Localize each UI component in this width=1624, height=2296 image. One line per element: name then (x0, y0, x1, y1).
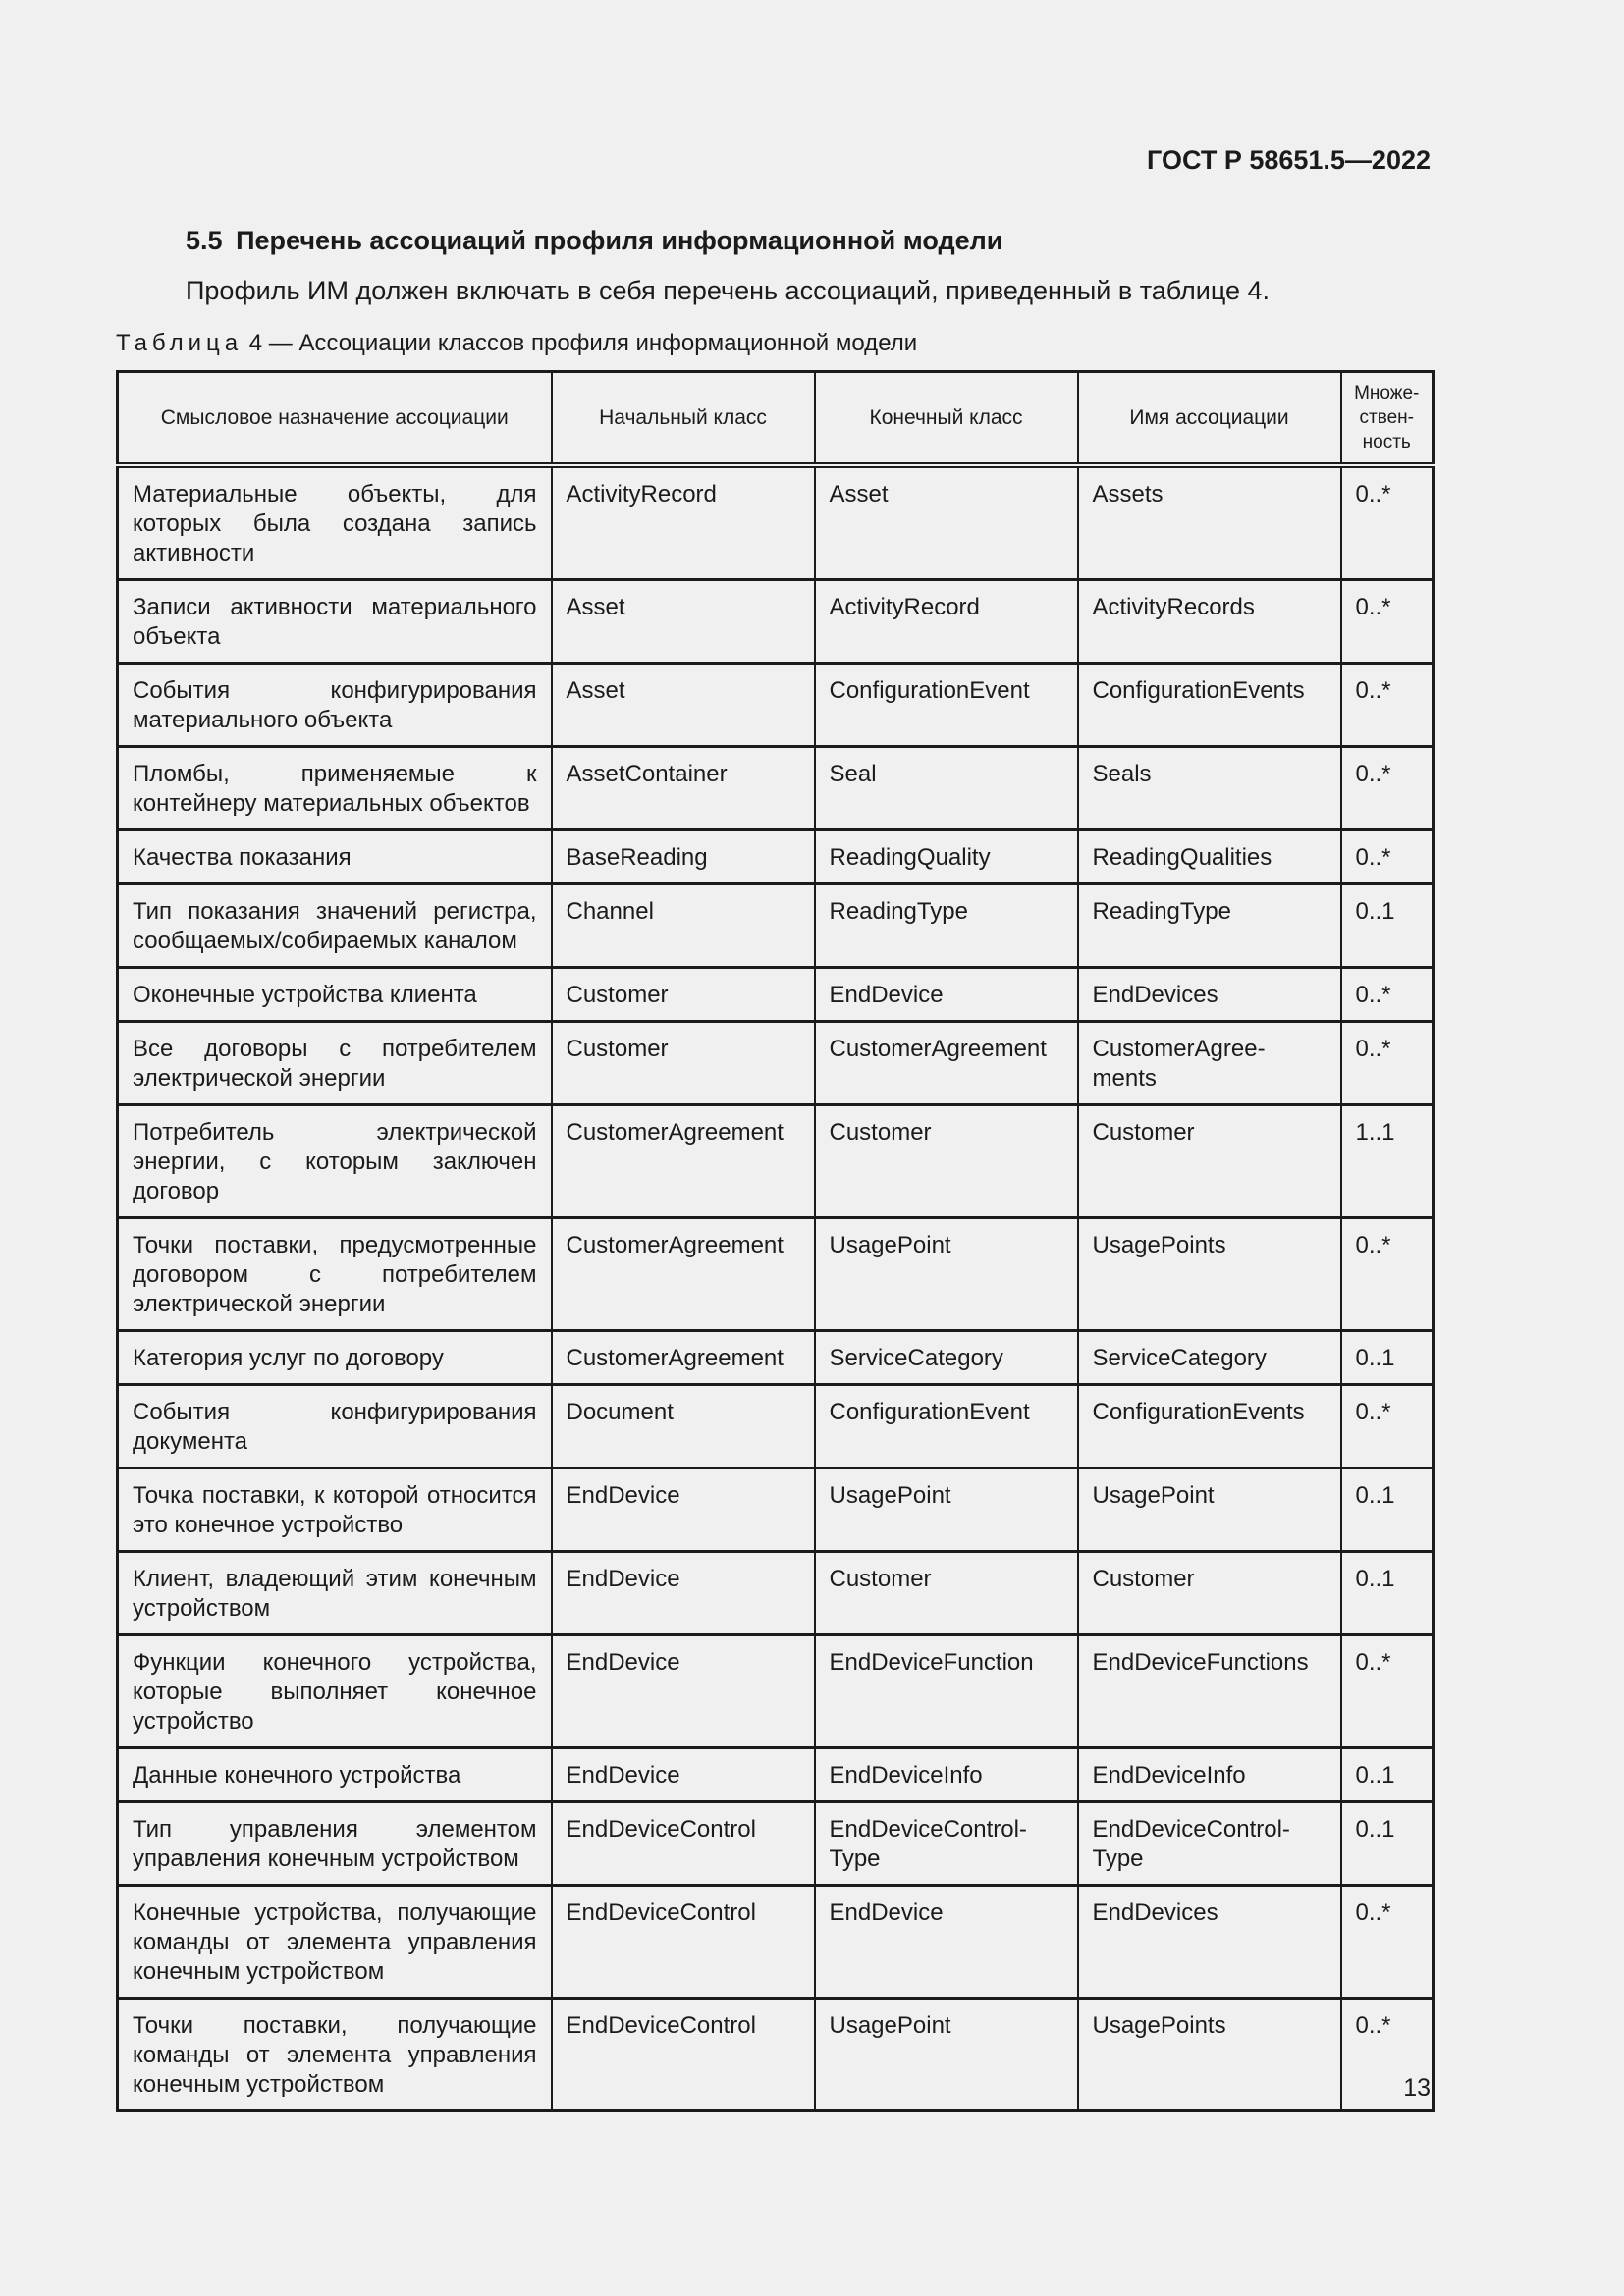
cell-source-class: EndDeviceControl (552, 1802, 815, 1886)
cell-purpose: Все договоры с потребителем электрической энергии (118, 1022, 552, 1105)
cell-target-class: EndDevice (815, 968, 1078, 1022)
section-number: 5.5 (186, 226, 223, 255)
cell-source-class: EndDevice (552, 1468, 815, 1552)
section-title: Перечень ассоциаций профиля информационной модели (236, 226, 1003, 255)
header-multiplicity: Множе-ствен-ность (1341, 372, 1434, 466)
cell-multiplicity: 0..1 (1341, 884, 1434, 968)
cell-association-name: UsagePoints (1078, 1218, 1341, 1331)
table-row (118, 1468, 1434, 1552)
cell-purpose: Конечные устройства, получающие команды от элемента управления конечным устройством (118, 1886, 552, 1999)
table-row (118, 1331, 1434, 1385)
cell-target-class: ConfigurationEvent (815, 664, 1078, 747)
cell-target-class: UsagePoint (815, 1218, 1078, 1331)
table-row (118, 465, 1434, 580)
cell-multiplicity: 1..1 (1341, 1105, 1434, 1218)
cell-association-name: ReadingQualities (1078, 830, 1341, 884)
table-row (118, 1635, 1434, 1748)
cell-purpose: Функции конечного устройства, которые выполняет конечное устройство (118, 1635, 552, 1748)
cell-association-name: ConfigurationEvents (1078, 664, 1341, 747)
cell-target-class: Seal (815, 747, 1078, 830)
cell-association-name: EndDeviceControl-Type (1078, 1802, 1341, 1886)
table-row (118, 1218, 1434, 1331)
table-row (118, 1999, 1434, 2111)
table-row (118, 747, 1434, 830)
cell-purpose: Потребитель электрической энергии, с которым заключен договор (118, 1105, 552, 1218)
table-row (118, 884, 1434, 968)
cell-source-class: EndDevice (552, 1635, 815, 1748)
table-row (118, 664, 1434, 747)
cell-source-class: Document (552, 1385, 815, 1468)
cell-purpose: Точки поставки, предусмотренные договором с потребителем электрической энергии (118, 1218, 552, 1331)
cell-purpose: Материальные объекты, для которых была создана запись активности (118, 465, 552, 580)
cell-multiplicity: 0..* (1341, 968, 1434, 1022)
cell-source-class: Channel (552, 884, 815, 968)
cell-association-name: UsagePoint (1078, 1468, 1341, 1552)
cell-target-class: Customer (815, 1105, 1078, 1218)
cell-association-name: Customer (1078, 1105, 1341, 1218)
cell-source-class: CustomerAgreement (552, 1331, 815, 1385)
cell-association-name: Assets (1078, 465, 1341, 580)
cell-target-class: UsagePoint (815, 1468, 1078, 1552)
cell-source-class: Asset (552, 664, 815, 747)
table-row (118, 580, 1434, 664)
table-header-row (118, 372, 1434, 466)
cell-association-name: EndDevices (1078, 968, 1341, 1022)
cell-association-name: EndDevices (1078, 1886, 1341, 1999)
table-row (118, 1022, 1434, 1105)
cell-association-name: Customer (1078, 1552, 1341, 1635)
table-body (118, 465, 1434, 2111)
cell-association-name: EndDeviceFunctions (1078, 1635, 1341, 1748)
cell-purpose: Категория услуг по договору (118, 1331, 552, 1385)
cell-target-class: ConfigurationEvent (815, 1385, 1078, 1468)
cell-source-class: ActivityRecord (552, 465, 815, 580)
table-row (118, 1552, 1434, 1635)
cell-target-class: Customer (815, 1552, 1078, 1635)
cell-multiplicity: 0..1 (1341, 1468, 1434, 1552)
cell-purpose: Тип показания значений регистра, сообщаемых/собираемых каналом (118, 884, 552, 968)
cell-source-class: Asset (552, 580, 815, 664)
cell-target-class: CustomerAgreement (815, 1022, 1078, 1105)
cell-source-class: BaseReading (552, 830, 815, 884)
table-row (118, 1886, 1434, 1999)
table-caption (116, 330, 917, 357)
cell-target-class: EndDeviceInfo (815, 1748, 1078, 1802)
cell-purpose: Записи активности материального объекта (118, 580, 552, 664)
cell-association-name: Seals (1078, 747, 1341, 830)
cell-association-name: ActivityRecords (1078, 580, 1341, 664)
cell-association-name: UsagePoints (1078, 1999, 1341, 2111)
associations-table (116, 370, 1435, 2112)
table-row (118, 1385, 1434, 1468)
table-row (118, 968, 1434, 1022)
cell-multiplicity: 0..* (1341, 747, 1434, 830)
cell-association-name: ServiceCategory (1078, 1331, 1341, 1385)
cell-source-class: EndDevice (552, 1748, 815, 1802)
cell-target-class: ServiceCategory (815, 1331, 1078, 1385)
cell-purpose: Точка поставки, к которой относится это конечное устройство (118, 1468, 552, 1552)
header-source-class: Начальный класс (552, 372, 815, 466)
cell-multiplicity: 0..1 (1341, 1552, 1434, 1635)
intro-paragraph: Профиль ИМ должен включать в себя перечень ассоциаций, приведенный в таблице 4. (186, 276, 1271, 305)
cell-target-class: ReadingQuality (815, 830, 1078, 884)
table-row (118, 830, 1434, 884)
cell-association-name: ReadingType (1078, 884, 1341, 968)
cell-source-class: EndDeviceControl (552, 1999, 815, 2111)
cell-multiplicity: 0..1 (1341, 1802, 1434, 1886)
section-heading (186, 226, 1002, 256)
standard-designation: ГОСТ Р 58651.5—2022 (1147, 145, 1431, 175)
cell-target-class: ReadingType (815, 884, 1078, 968)
cell-purpose: Оконечные устройства клиента (118, 968, 552, 1022)
cell-multiplicity: 0..* (1341, 1385, 1434, 1468)
cell-source-class: AssetContainer (552, 747, 815, 830)
cell-purpose: Тип управления элементом управления конечным устройством (118, 1802, 552, 1886)
cell-target-class: ActivityRecord (815, 580, 1078, 664)
cell-target-class: UsagePoint (815, 1999, 1078, 2111)
cell-purpose: Клиент, владеющий этим конечным устройством (118, 1552, 552, 1635)
cell-association-name: ConfigurationEvents (1078, 1385, 1341, 1468)
table-row (118, 1105, 1434, 1218)
cell-source-class: EndDevice (552, 1552, 815, 1635)
cell-purpose: Качества показания (118, 830, 552, 884)
cell-source-class: CustomerAgreement (552, 1105, 815, 1218)
cell-association-name: EndDeviceInfo (1078, 1748, 1341, 1802)
cell-multiplicity: 0..* (1341, 1886, 1434, 1999)
table-caption-label: Таблица (116, 330, 244, 356)
cell-purpose: События конфигурирования документа (118, 1385, 552, 1468)
cell-target-class: EndDeviceFunction (815, 1635, 1078, 1748)
cell-multiplicity: 0..* (1341, 1218, 1434, 1331)
page-number: 13 (1403, 2074, 1431, 2102)
cell-source-class: EndDeviceControl (552, 1886, 815, 1999)
cell-source-class: Customer (552, 968, 815, 1022)
cell-multiplicity: 0..* (1341, 580, 1434, 664)
cell-purpose: События конфигурирования материального объекта (118, 664, 552, 747)
cell-multiplicity: 0..* (1341, 830, 1434, 884)
cell-source-class: Customer (552, 1022, 815, 1105)
table-row (118, 1748, 1434, 1802)
cell-association-name: CustomerAgree-ments (1078, 1022, 1341, 1105)
cell-multiplicity: 0..1 (1341, 1748, 1434, 1802)
cell-target-class: EndDeviceControl-Type (815, 1802, 1078, 1886)
cell-multiplicity: 0..* (1341, 1999, 1434, 2111)
cell-multiplicity: 0..* (1341, 1022, 1434, 1105)
header-purpose: Смысловое назначение ассоциации (118, 372, 552, 466)
header-target-class: Конечный класс (815, 372, 1078, 466)
table-row (118, 1802, 1434, 1886)
cell-purpose: Пломбы, применяемые к контейнеру материальных объектов (118, 747, 552, 830)
cell-multiplicity: 0..* (1341, 1635, 1434, 1748)
cell-target-class: Asset (815, 465, 1078, 580)
table-caption-text: 4 — Ассоциации классов профиля информационной модели (248, 330, 918, 356)
cell-target-class: EndDevice (815, 1886, 1078, 1999)
cell-multiplicity: 0..* (1341, 664, 1434, 747)
header-association-name: Имя ассоциации (1078, 372, 1341, 466)
cell-purpose: Данные конечного устройства (118, 1748, 552, 1802)
cell-purpose: Точки поставки, получающие команды от элемента управления конечным устройством (118, 1999, 552, 2111)
cell-multiplicity: 0..* (1341, 465, 1434, 580)
cell-multiplicity: 0..1 (1341, 1331, 1434, 1385)
cell-source-class: CustomerAgreement (552, 1218, 815, 1331)
